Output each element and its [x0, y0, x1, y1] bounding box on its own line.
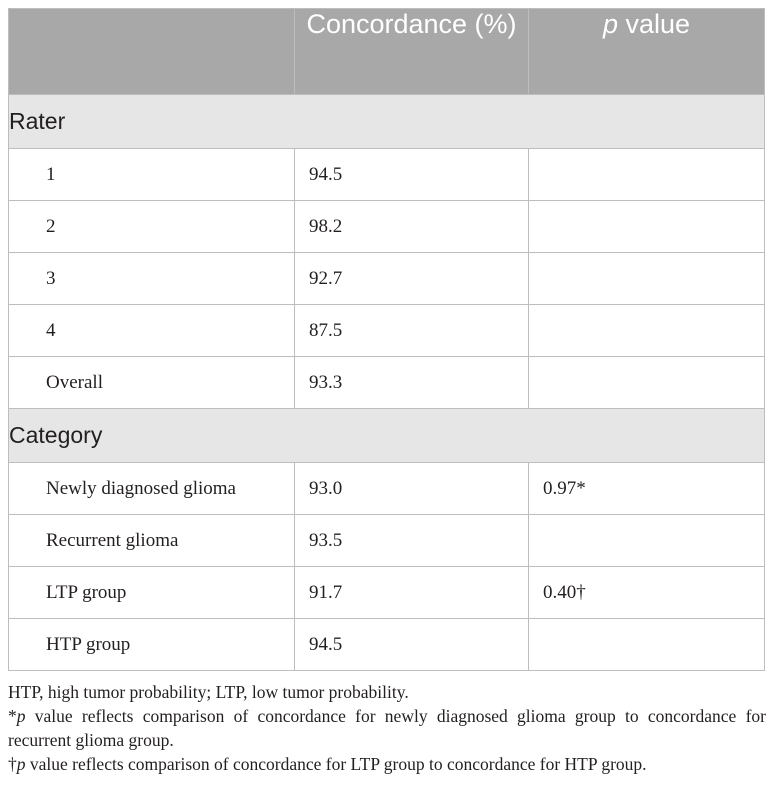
row-concordance: 87.5	[295, 305, 529, 357]
footnote-dagger	[8, 752, 766, 776]
table-row	[9, 305, 765, 357]
row-p-value	[529, 357, 765, 409]
header-p-suffix: value	[617, 9, 691, 39]
row-concordance: 94.5	[295, 619, 529, 671]
row-label: Overall	[9, 357, 295, 409]
row-label: HTP group	[9, 619, 295, 671]
header-row	[9, 9, 765, 95]
header-concordance: Concordance (%)	[295, 9, 529, 95]
table-row	[9, 201, 765, 253]
footnote-abbreviations: HTP, high tumor probability; LTP, low tumor probability.	[8, 682, 409, 702]
footnote-dagger-text: value reflects comparison of concordance for LTP group to concordance for HTP group.	[25, 754, 647, 774]
row-p-value	[529, 305, 765, 357]
row-p-value	[529, 253, 765, 305]
row-p-value	[529, 201, 765, 253]
header-p-italic: p	[602, 9, 618, 39]
row-concordance: 93.3	[295, 357, 529, 409]
footnote-dagger-p: p	[16, 754, 26, 774]
footnote-star	[8, 704, 766, 752]
section-row-category	[9, 409, 765, 463]
row-label: Recurrent glioma	[9, 515, 295, 567]
row-p-value	[529, 149, 765, 201]
table-row	[9, 253, 765, 305]
concordance-table	[8, 8, 765, 671]
row-p-value: 0.97*	[529, 463, 765, 515]
section-title: Category	[9, 409, 765, 463]
row-label: LTP group	[9, 567, 295, 619]
section-row-rater	[9, 95, 765, 149]
footnote-star-text: value reflects comparison of concordance for newly diagnosed glioma group to concordance for recurrent glioma group.	[8, 706, 766, 750]
table-row	[9, 619, 765, 671]
row-label: 2	[9, 201, 295, 253]
footnote-star-mark: *	[8, 706, 17, 726]
footnote-dagger-mark: †	[8, 754, 17, 774]
table-row	[9, 515, 765, 567]
row-label: 1	[9, 149, 295, 201]
row-p-value	[529, 619, 765, 671]
table-footnotes	[8, 680, 766, 776]
row-concordance: 98.2	[295, 201, 529, 253]
row-concordance: 93.5	[295, 515, 529, 567]
row-concordance: 94.5	[295, 149, 529, 201]
header-empty	[9, 9, 295, 95]
section-title: Rater	[9, 95, 765, 149]
table-row	[9, 357, 765, 409]
row-p-value	[529, 515, 765, 567]
row-concordance: 93.0	[295, 463, 529, 515]
header-p-value	[529, 9, 765, 95]
row-label: Newly diagnosed glioma	[9, 463, 295, 515]
footnote-star-p: p	[16, 706, 26, 726]
row-concordance: 91.7	[295, 567, 529, 619]
row-concordance: 92.7	[295, 253, 529, 305]
table-row	[9, 567, 765, 619]
table-row	[9, 149, 765, 201]
row-p-value: 0.40†	[529, 567, 765, 619]
table-row	[9, 463, 765, 515]
row-label: 3	[9, 253, 295, 305]
row-label: 4	[9, 305, 295, 357]
